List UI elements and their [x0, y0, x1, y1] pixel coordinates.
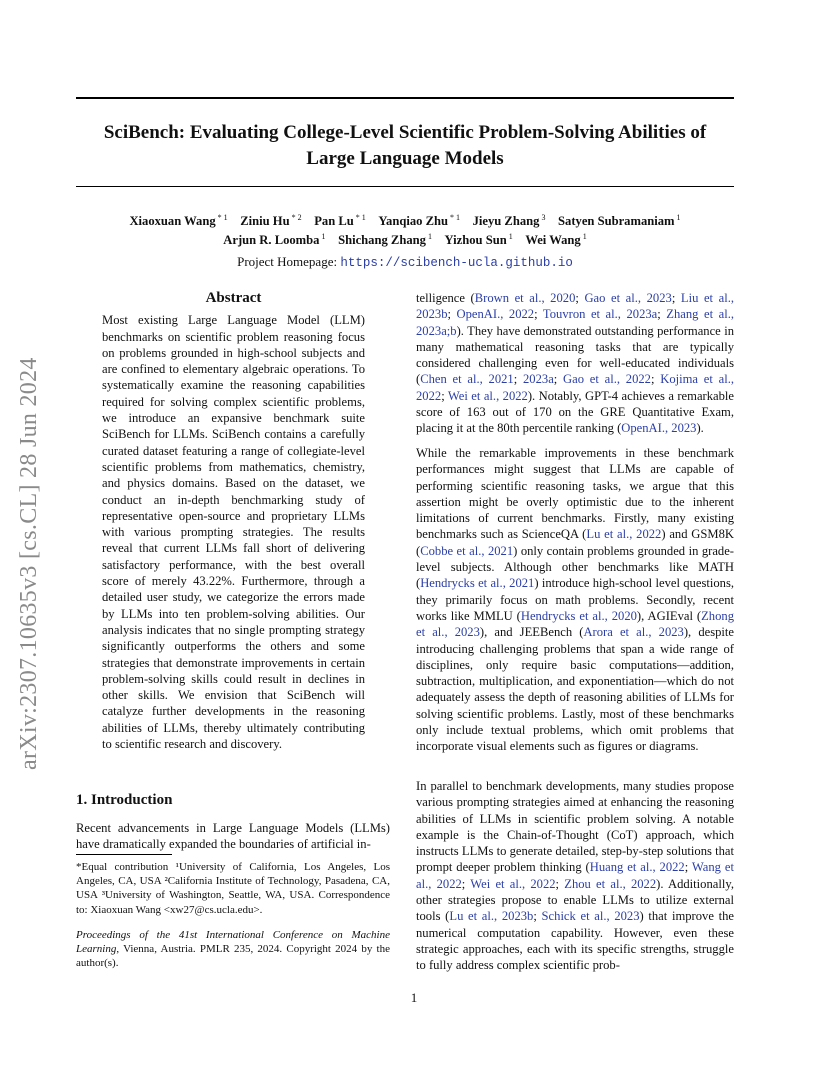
homepage-label: Project Homepage:: [237, 254, 338, 269]
proceedings-rest: , Vienna, Austria. PMLR 235, 2024. Copyright 2024 by the author(s).: [76, 943, 390, 970]
author-name: Satyen Subramaniam: [558, 214, 675, 228]
citation-link[interactable]: Schick et al., 2023: [541, 909, 640, 924]
author-line-2: [76, 231, 734, 250]
right-paragraph-1: telligence (Brown et al., 2020; Gao et al., 2023; Liu et al., 2023b; OpenAI., 2022; Touvron et al., 2023a; Zhang et al., 2023a;b). They have demonstrated outstanding performance in many mathematical reasoning tasks that are typically considered challenging even for well-educated individuals (Chen et al., 2021; 2023a; Gao et al., 2022; Kojima et al., 2022; Wei et al., 2022). Notably, GPT-4 achieves a remarkable score of 163 out of 170 on the GRE Quantitative Exam, placing it at the 80th percentile ranking (OpenAI., 2023).: [416, 291, 735, 436]
citation-link[interactable]: Lu et al., 2023b: [449, 909, 534, 924]
citation-link[interactable]: Liu et al., 2023b: [416, 291, 734, 322]
abstract-heading: Abstract: [205, 290, 262, 306]
author-affiliation: 1: [425, 231, 432, 241]
citation-link[interactable]: Chen et al., 2021: [420, 372, 514, 387]
author-affiliation: * 1: [353, 212, 366, 222]
author-affiliation: * 1: [448, 212, 460, 222]
citation-link[interactable]: Gao et al., 2023: [584, 291, 672, 305]
citation-link[interactable]: Hendrycks et al., 2020: [520, 608, 637, 623]
top-rule: [76, 97, 734, 99]
homepage-link[interactable]: https://scibench-ucla.github.io: [340, 256, 573, 270]
author-name: Shichang Zhang: [338, 233, 426, 247]
arxiv-stamp: arXiv:2307.10635v3 [cs.CL] 28 Jun 2024: [16, 357, 42, 770]
title-line-2: Large Language Models: [306, 148, 504, 169]
citation-link[interactable]: Hendrycks et al., 2021: [420, 576, 535, 591]
author-affiliation: * 1: [215, 212, 228, 222]
proceedings-italic: Proceedings of the 41st International Conference on Machine Learning: [76, 929, 390, 956]
citation-link[interactable]: Touvron et al., 2023a: [542, 307, 658, 322]
abstract-section: [102, 290, 365, 752]
citation-link[interactable]: Zhong et al., 2023: [416, 608, 734, 640]
author-name: Wei Wang: [525, 233, 581, 247]
title-bottom-rule: [76, 186, 734, 187]
citation-link[interactable]: Cobbe et al., 2021: [420, 543, 514, 558]
citation-link[interactable]: Wei et al., 2022: [447, 388, 528, 403]
intro-heading: 1. Introduction: [76, 792, 173, 808]
citation-link[interactable]: Lu et al., 2022: [586, 527, 662, 542]
citation-link[interactable]: OpenAI., 2023: [621, 421, 697, 436]
author-name: Ziniu Hu: [240, 214, 290, 228]
paper-title: [76, 120, 734, 172]
citation-link[interactable]: OpenAI., 2022: [456, 307, 535, 322]
proceedings-note: [76, 928, 390, 971]
author-affiliation: 3: [539, 212, 546, 222]
citation-link[interactable]: Brown et al., 2020: [474, 291, 576, 305]
author-affiliation: 1: [580, 231, 587, 241]
page-number: 1: [410, 990, 418, 1005]
abstract-text: Most existing Large Language Model (LLM) benchmarks on scientific problem reasoning focus on problems grounded in high-school subjects and are confined to elementary algebraic operations. To systematically examine the reasoning capabilities required for solving complex scientific problems, we introduce an expansive benchmark suite SciBench for LLMs. SciBench contains a carefully curated dataset featuring a range of collegiate-level scientific problems from mathematics, chemistry, and physics domains. Based on the dataset, we conduct an in-depth benchmarking study of representative open-source and proprietary LLMs with various prompting strategies. The results reveal that current LLMs fall short of delivering satisfactory performance, with the best overall score of merely 43.22%. Furthermore, through a detailed user study, we categorize the errors made by LLMs into ten problem-solving abilities. Our analysis indicates that no single prompting strategy significantly outperforms the others and some strategies that demonstrate improvements in certain problem-solving skills could result in declines in other skills. We envision that SciBench will catalyze further developments in the reasoning abilities of LLMs, thereby ultimately contributing to scientific research and discovery.: [102, 313, 365, 752]
author-name: Yizhou Sun: [444, 233, 507, 247]
citation-link[interactable]: Zhou et al., 2022: [564, 876, 657, 891]
author-name: Xiaoxuan Wang: [129, 214, 216, 228]
title-line-1: SciBench: Evaluating College-Level Scientific Problem-Solving Abilities of: [103, 122, 707, 143]
footnote: *Equal contribution ¹University of California, Los Angeles, Los Angeles, CA, USA ²California Institute of Technology, Pasadena, CA, USA ³University of Washington, Seattle, WA, USA. Correspondence to: Xiaoxuan Wang <xw27@cs.ucla.edu>.: [76, 861, 390, 916]
citation-link[interactable]: Zhang et al., 2023a;b: [416, 307, 735, 338]
author-affiliation: 1: [506, 231, 513, 241]
author-name: Jieyu Zhang: [472, 214, 540, 228]
right-paragraph-3: In parallel to benchmark developments, many studies propose various prompting strategies aimed at enhancing the reasoning abilities of LLMs in scientific problem solving. A notable example is the Chain-of-Thought (CoT) approach, which instructs LLMs to generate detailed, step-by-step solutions that prompt deeper problem thinking (Huang et al., 2022; Wang et al., 2022; Wei et al., 2022; Zhou et al., 2022). Additionally, other strategies propose to enable LLMs to utilize external tools (Lu et al., 2023b; Schick et al., 2023) that improve the numerical computation capability. However, even these strategic approaches, each with its specific strengths, struggle to fully address complex scientific prob-: [416, 779, 734, 973]
citation-link[interactable]: 2023a: [523, 372, 554, 387]
citation-link[interactable]: Huang et al., 2022: [589, 860, 685, 875]
citation-link[interactable]: Arora et al., 2023: [583, 625, 684, 640]
right-paragraph-2: While the remarkable improvements in these benchmark performances might suggest that LLMs are capable of performing scientific reasoning tasks, we argue that this assertion might be overly optimistic due to the inherent limitations of current benchmarks. Firstly, many existing benchmarks such as ScienceQA (Lu et al., 2022) and GSM8K (Cobbe et al., 2021) only contain problems grounded in grade-level subjects. Although other benchmarks like MATH (Hendrycks et al., 2021) introduce high-school level questions, they primarily focus on math problems. Secondly, recent works like MMLU (Hendrycks et al., 2020), AGIEval (Zhong et al., 2023), and JEEBench (Arora et al., 2023), despite introducing challenging problems that span a wide range of disciplines, only require basic computations—addition, subtraction, multiplication, and exponentiation—which do not adequately assess the depth of reasoning abilities of LLMs for solving scientific problems. Lastly, most of these benchmarks only include textual problems, which omit problems that incorporate visual elements such as figures or diagrams.: [416, 446, 734, 754]
author-name: Arjun R. Loomba: [223, 233, 320, 247]
citation-link[interactable]: Gao et al., 2022: [563, 372, 651, 387]
intro-text: Recent advancements in Large Language Models (LLMs) have dramatically expanded the boundaries of artificial in-: [76, 821, 390, 852]
author-affiliation: * 2: [289, 212, 302, 222]
citation-link[interactable]: Wei et al., 2022: [470, 876, 556, 891]
project-homepage: [76, 254, 734, 270]
author-name: Pan Lu: [314, 214, 354, 228]
author-name: Yanqiao Zhu: [378, 214, 448, 228]
author-affiliation: 1: [319, 231, 326, 241]
author-affiliation: 1: [674, 212, 681, 222]
citation-link[interactable]: Kojima et al., 2022: [416, 372, 734, 403]
author-list: [76, 212, 734, 250]
author-line-1: [76, 212, 734, 231]
footnote-rule: [76, 854, 172, 855]
citation-link[interactable]: Wang et al., 2022: [416, 860, 734, 891]
